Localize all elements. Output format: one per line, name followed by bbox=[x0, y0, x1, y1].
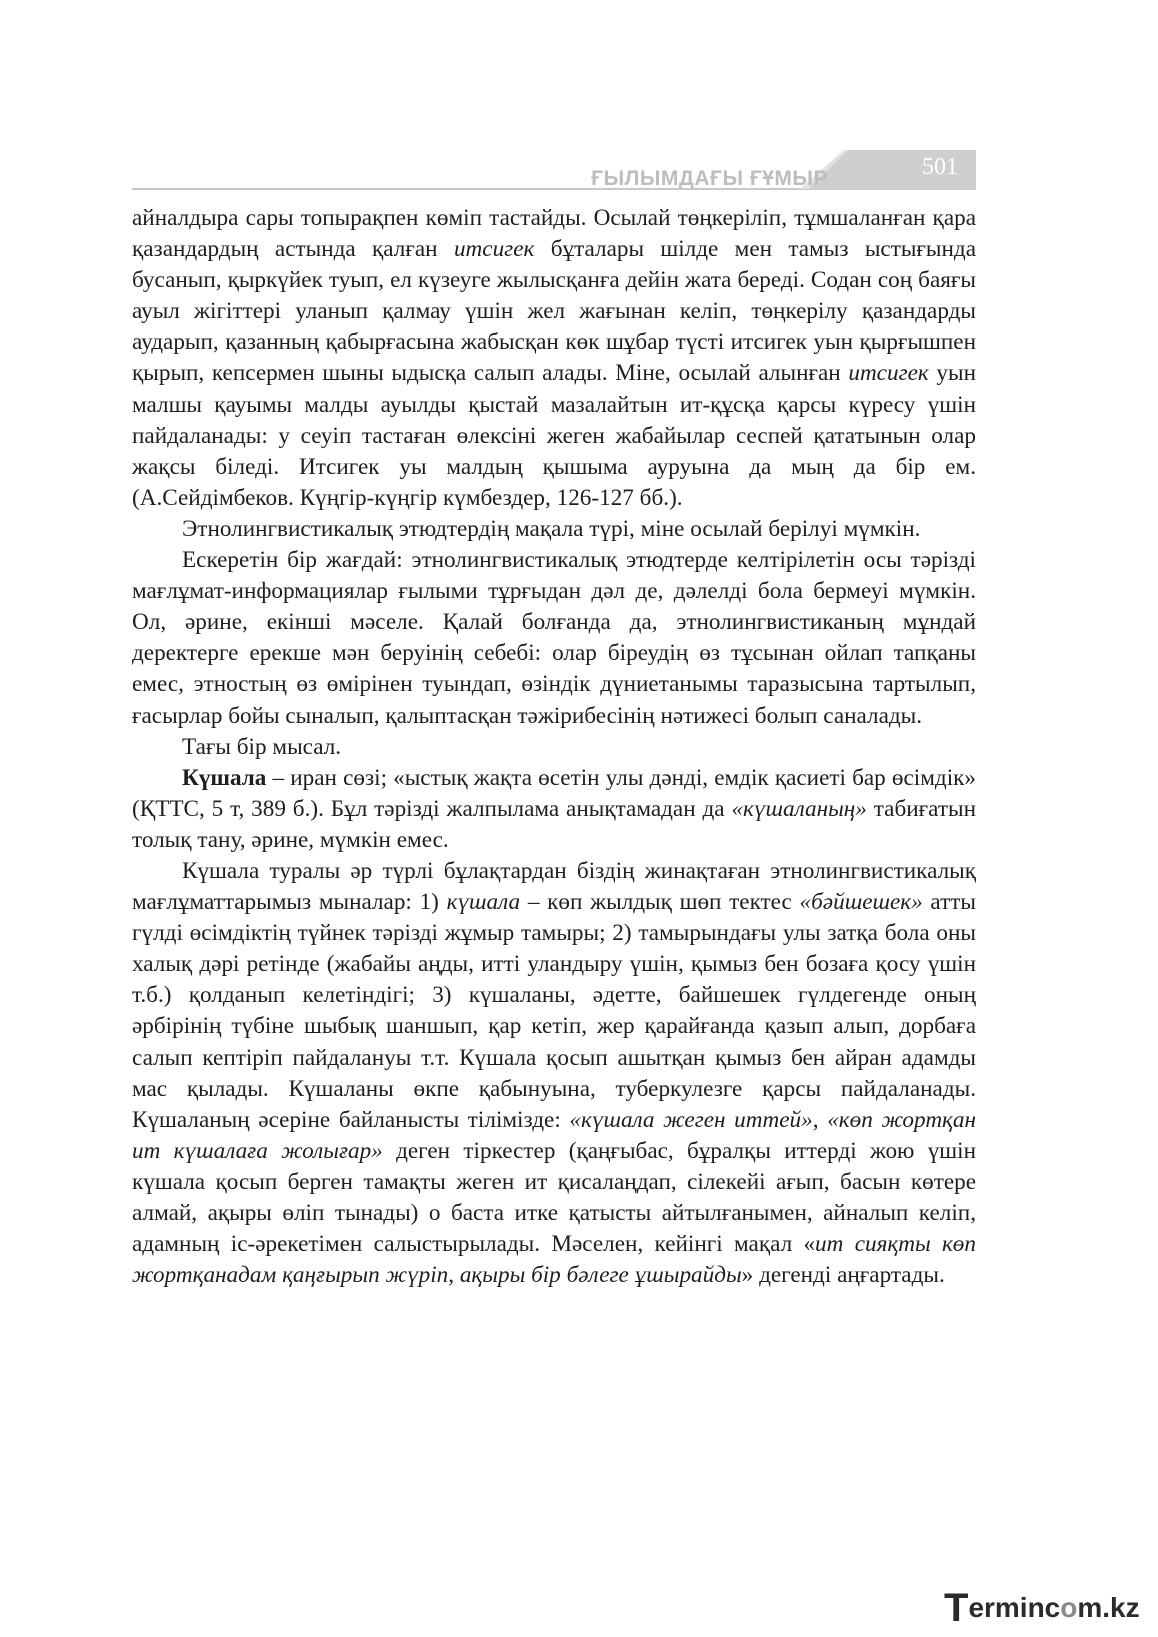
italic-term: күшала bbox=[446, 889, 521, 916]
text-run: бұталары шілде мен тамыз ыстығында бусанып, қыркүйек туып, ел күзеуге жылысқанға дейін жата береді. Содан соң баяғы ауыл жігіттері уланып қалмау үшін жел жағынан келіп, төңкерілу қазандарды аударып, қазанның қабырғасына жабысқан көк шұбар түсті итсигек уын қырғышпен қырып, кепсермен шыны ыдысқа салып алады. Міне, осылай алынған bbox=[132, 236, 977, 387]
text-run: айналдыра сары топырақпен көміп тастайды. Осылай төңкеріліп, тұмшаланған қара қазандардың астында қалған bbox=[132, 205, 976, 263]
paragraph-6 bbox=[132, 856, 976, 1291]
section-title: ҒЫЛЫМДАҒЫ ҒҰМЫР bbox=[591, 167, 828, 190]
text-run: , bbox=[812, 1106, 828, 1133]
italic-term: ит сияқты көп жортқанадам қаңғырып жүріп, ақыры бір бәлеге ұшырайды bbox=[132, 1231, 976, 1289]
header-decoration bbox=[132, 148, 976, 196]
watermark-text: m.kz bbox=[1077, 1592, 1140, 1623]
text-run: табиғатын толық тану, әрине, мүмкін емес. bbox=[132, 795, 976, 853]
italic-term: «күшаланың» bbox=[731, 795, 867, 822]
site-watermark bbox=[944, 1582, 1140, 1630]
italic-term: «күшала жеген иттей» bbox=[569, 1106, 813, 1133]
text-run: атты гүлді өсімдіктің түйнек тәрізді жұмыр тамыры; 2) тамырындағы улы затқа бола оны халық дәрі ретінде (жабайы аңды, итті уландыру үшін, қымыз бен бозаға қосу үшін т.б.) қолданып келетіндігі; 3) күшаланы, әдетте, байшешек гүлдегенде оның әрбірінің түбіне шыбық шаншып, қар кетіп, жер қарайғанда қазып алып, дорбаға салып кептіріп пайдалануы т.т. Күшала қосып ашытқан қымыз бен айран адамды мас қылады. Күшаланы өкпе қабынуына, туберкулезге қарсы пайдаланады. Күшаланың әсеріне байланысты тілімізде: bbox=[132, 889, 976, 1133]
running-header bbox=[132, 148, 976, 196]
italic-term: итсигек bbox=[848, 360, 929, 387]
paragraph-3: Ескеретін бір жағдай: этнолингвистикалық этюдтерде келтірілетін осы тәрізді мағлұмат-информациялар ғылыми тұрғыдан дәл де, дәлелді бола бермеуі мүмкін. Ол, әрине, екінші мәселе. Қалай болғанда да, этнолингвистиканың мұндай деректерге ерекше мән беруінің себебі: олар біреудің өз тұсынан ойлап тапқаны емес, этностың өз өмірінен туындап, өзіндік дүниетанымы таразысына тартылып, ғасырлар бойы сыналып, қалыптасқан тәжірибесінің нәтижесі болып саналады. bbox=[132, 547, 976, 729]
italic-term: «бәйшешек» bbox=[799, 889, 923, 916]
watermark-initial: T bbox=[944, 1586, 969, 1630]
paragraph-2: Этнолингвистикалық этюдтердің мақала түрі, міне осылай берілуі мүмкін. bbox=[182, 515, 921, 542]
italic-term: итсигек bbox=[453, 236, 535, 263]
text-run: деген тіркестер (қаңғыбас, бұралқы иттерді жою үшін күшала қосып берген тамақты жеген ит қисалаңдап, сілекейі ағып, басын көтере алмай, ақыры өліп тынады) о баста итке қатысты айтылғанымен, айналып келіп, адамның іс-әрекетімен салыстырылады. Мәселен, кейінгі мақал « bbox=[132, 1137, 976, 1258]
page-number: 501 bbox=[922, 154, 958, 180]
text-run: – көп жылдық шөп тектес bbox=[520, 889, 800, 916]
paragraph-1 bbox=[132, 203, 976, 514]
text-run: » дегенді аңғартады. bbox=[741, 1262, 945, 1289]
text-run: Күшала туралы әр түрлі бұлақтардан біздің жинақтаған этнолингвистикалық мағлұматтарымыз мыналар: 1) bbox=[132, 857, 976, 916]
bold-term: Күшала bbox=[182, 764, 267, 791]
watermark-text: erminc bbox=[968, 1592, 1061, 1623]
body-text bbox=[132, 203, 976, 1291]
italic-term: «көп жортқан ит күшалаға жолығар» bbox=[132, 1106, 977, 1164]
text-run: – иран сөзі; «ыстық жақта өсетін улы дәнді, емдік қасиеті бар өсімдік» (ҚТТС, 5 т, 389 б.). Бұл тәрізді жалпылама анықтамадан да bbox=[132, 764, 976, 822]
magnifier-icon: o bbox=[1060, 1592, 1078, 1623]
paragraph-5 bbox=[132, 763, 976, 856]
text-run: уын малшы қауымы малды ауылды қыстай мазалайтын ит-құсқа қарсы күресу үшін пайдаланады: у сеуіп тастаған өлексіні жеген жабайылар сеспей қататынын олар жақсы біледі. Итсигек уы малдың қышыма ауруына да мың да бір ем. (А.Сейдімбеков. Күңгір-күңгір күмбездер, 126-127 бб.). bbox=[132, 360, 976, 511]
paragraph-4: Тағы бір мысал. bbox=[182, 733, 342, 760]
